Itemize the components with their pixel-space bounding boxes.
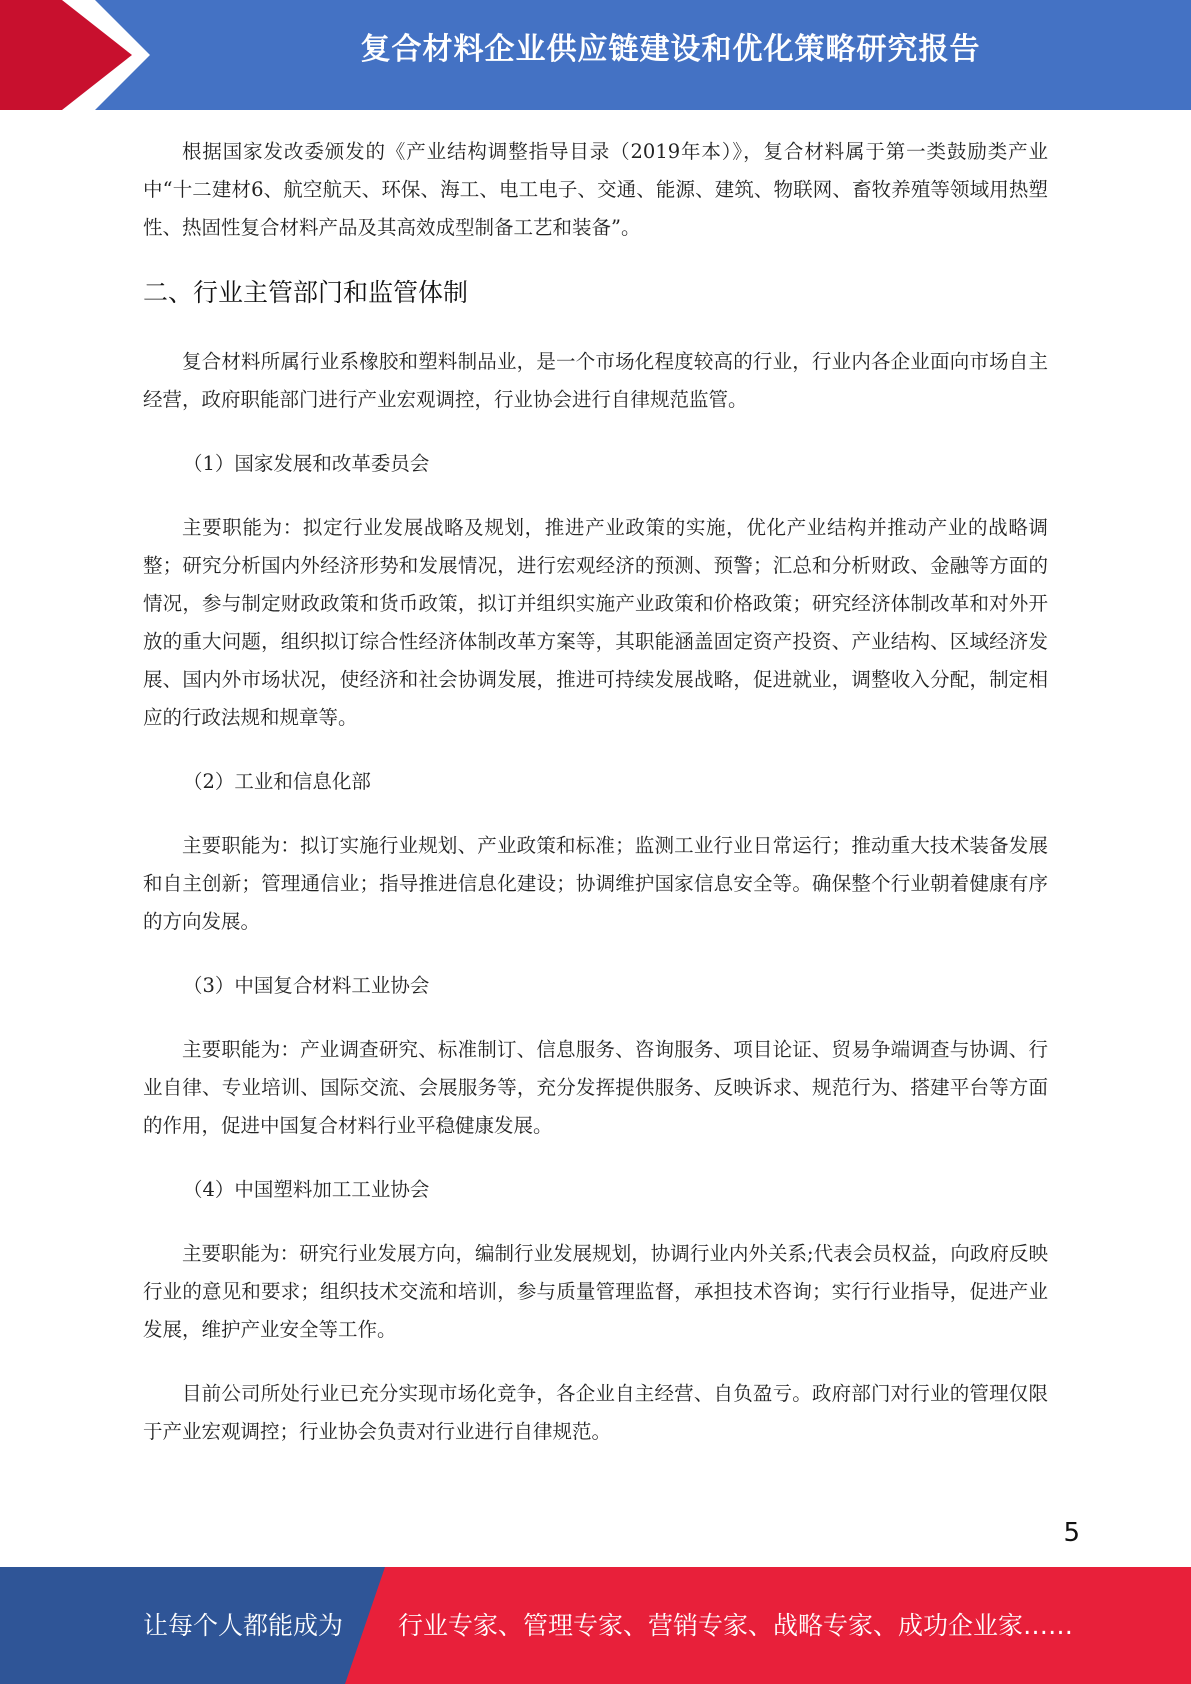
conclusion-paragraph: 目前公司所处行业已充分实现市场化竞争，各企业自主经营、自负盈亏。政府部门对行业的管理仅限于产业宏观调控；行业协会负责对行业进行自律规范。 [143, 1382, 1048, 1443]
intro-paragraph: 根据国家发改委颁发的《产业结构调整指导目录（2019年本）》，复合材料属于第一类鼓励类产业中“十二建材6、航空航天、环保、海工、电工电子、交通、能源、建筑、物联网、畜牧养殖等领域用热塑性、热固性复合材料产品及其高效成型制备工艺和装备”。 [143, 140, 1048, 239]
agency-heading-miit: （2）工业和信息化部 [183, 770, 371, 793]
page-number: 5 [1063, 1518, 1080, 1548]
document-body [143, 133, 1048, 1477]
section-heading: 二、行业主管部门和监管体制 [143, 278, 469, 307]
section-intro-paragraph: 复合材料所属行业系橡胶和塑料制品业，是一个市场化程度较高的行业，行业内各企业面向市场自主经营，政府职能部门进行产业宏观调控，行业协会进行自律规范监管。 [143, 350, 1048, 411]
report-title: 复合材料企业供应链建设和优化策略研究报告 [360, 32, 981, 67]
agency-heading-ndrc: （1）国家发展和改革委员会 [183, 452, 430, 475]
agency-heading-composites-association: （3）中国复合材料工业协会 [183, 974, 430, 997]
header-bar [0, 0, 1191, 110]
header-arrow-decoration [0, 0, 160, 110]
footer-banner [0, 1567, 1191, 1684]
footer-slogan-left: 让每个人都能成为 [143, 1611, 344, 1640]
agency-desc-miit: 主要职能为：拟订实施行业规划、产业政策和标准；监测工业行业日常运行；推动重大技术装备发展和自主创新；管理通信业；指导推进信息化建设；协调维护国家信息安全等。确保整个行业朝着健康有序的方向发展。 [143, 834, 1048, 933]
agency-desc-ndrc: 主要职能为：拟定行业发展战略及规划，推进产业政策的实施，优化产业结构并推动产业的战略调整；研究分析国内外经济形势和发展情况，进行宏观经济的预测、预警；汇总和分析财政、金融等方面的情况，参与制定财政政策和货币政策，拟订并组织实施产业政策和价格政策；研究经济体制改革和对外开放的重大问题，组织拟订综合性经济体制改革方案等，其职能涵盖固定资产投资、产业结构、区域经济发展、国内外市场状况，使经济和社会协调发展，推进可持续发展战略，促进就业，调整收入分配，制定相应的行政法规和规章等。 [143, 516, 1048, 729]
agency-desc-plastics-association: 主要职能为：研究行业发展方向，编制行业发展规划，协调行业内外关系;代表会员权益，向政府反映行业的意见和要求；组织技术交流和培训，参与质量管理监督，承担技术咨询；实行行业指导，促进产业发展，维护产业安全等工作。 [143, 1242, 1048, 1341]
agency-desc-composites-association: 主要职能为：产业调查研究、标准制订、信息服务、咨询服务、项目论证、贸易争端调查与协调、行业自律、专业培训、国际交流、会展服务等，充分发挥提供服务、反映诉求、规范行为、搭建平台等方面的作用，促进中国复合材料行业平稳健康发展。 [143, 1038, 1048, 1137]
agency-heading-plastics-association: （4）中国塑料加工工业协会 [183, 1178, 430, 1201]
footer-slogan-right: 行业专家、管理专家、营销专家、战略专家、成功企业家…… [398, 1611, 1074, 1640]
